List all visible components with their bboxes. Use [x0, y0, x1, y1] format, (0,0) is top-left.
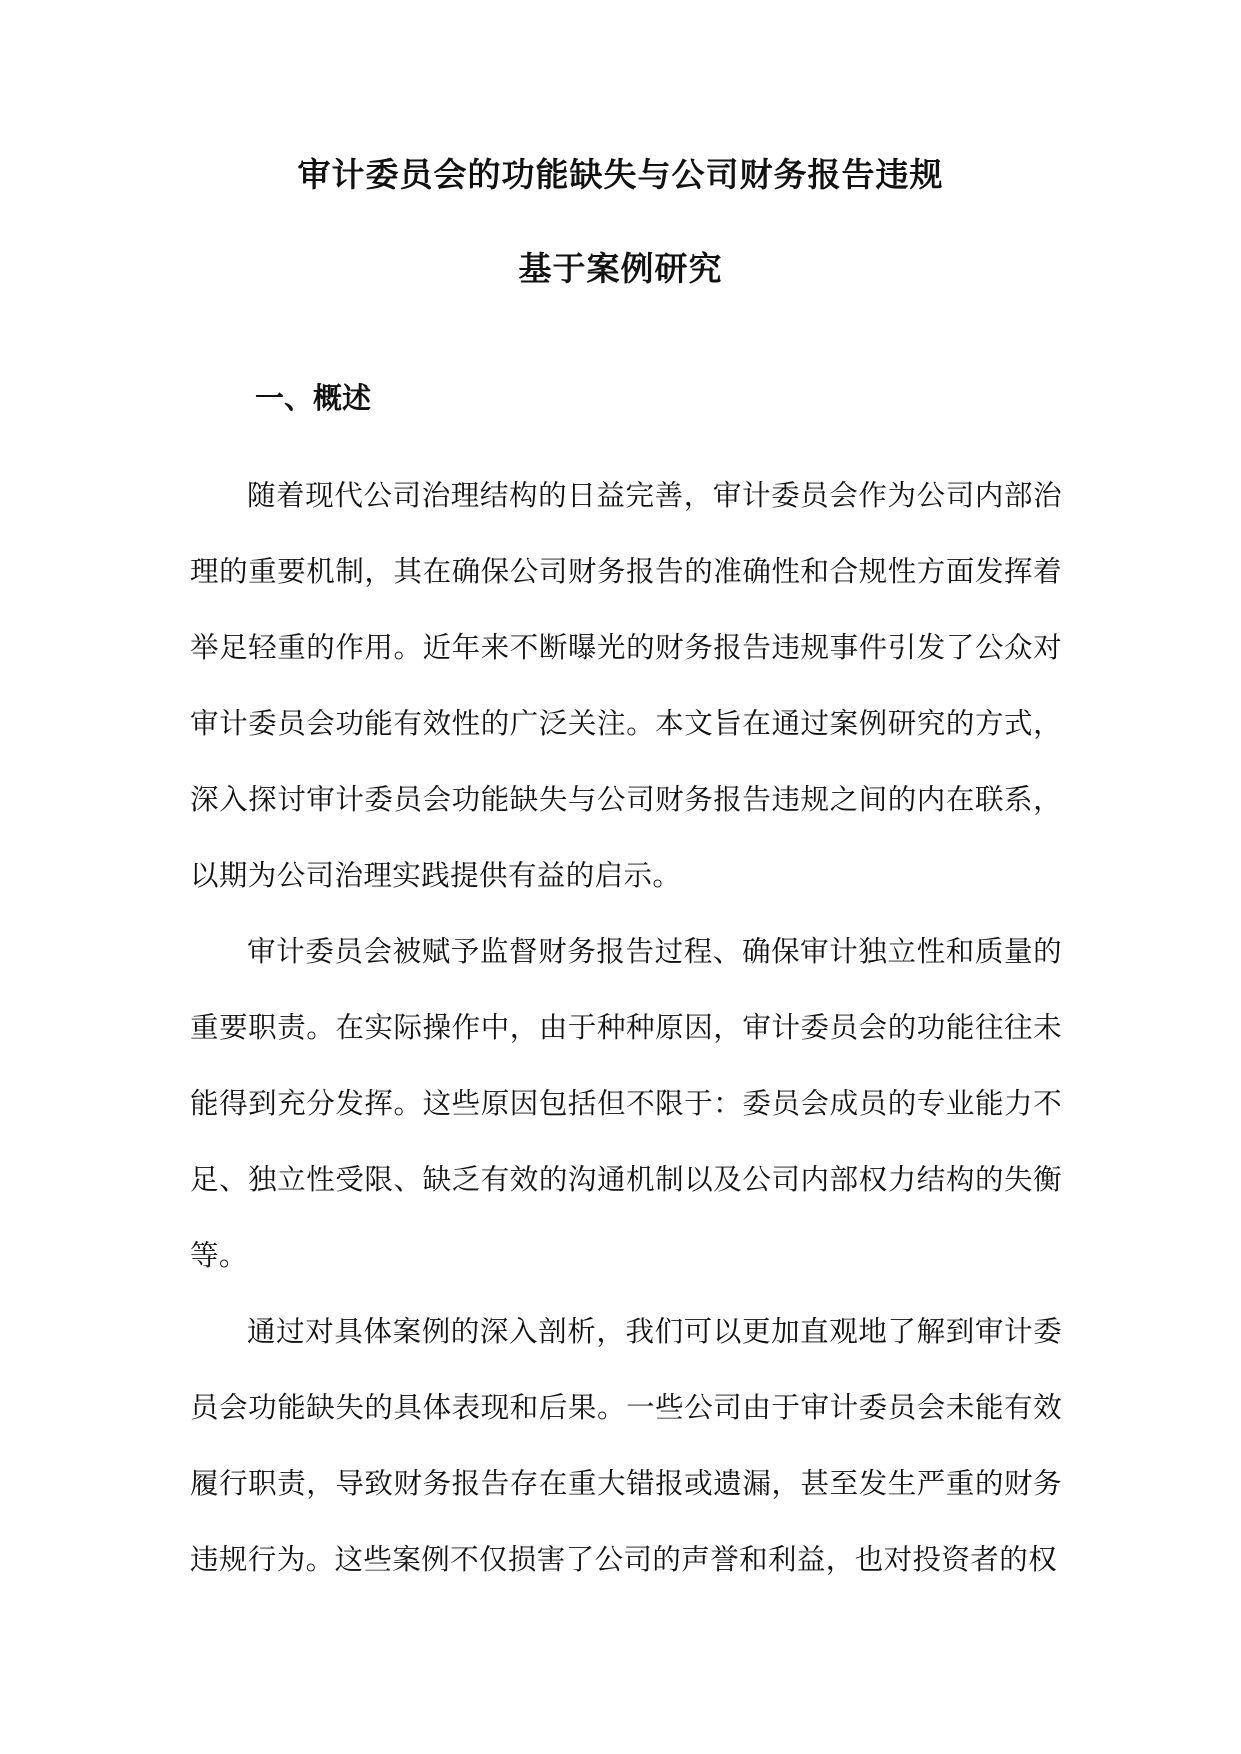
document-body	[190, 458, 1062, 1674]
paragraph: 随着现代公司治理结构的日益完善，审计委员会作为公司内部治理的重要机制，其在确保公司财务报告的准确性和合规性方面发挥着举足轻重的作用。近年来不断曝光的财务报告违规事件引发了公众对审计委员会功能有效性的广泛关注。本文旨在通过案例研究的方式，深入探讨审计委员会功能缺失与公司财务报告违规之间的内在联系，以期为公司治理实践提供有益的启示。	[190, 479, 1062, 892]
document-subtitle: 基于案例研究	[518, 249, 723, 288]
paragraph: 审计委员会被赋予监督财务报告过程、确保审计独立性和质量的重要职责。在实际操作中，由于种种原因，审计委员会的功能往往未能得到充分发挥。这些原因包括但不限于：委员会成员的专业能力不足、独立性受限、缺乏有效的沟通机制以及公司内部权力结构的失衡等。	[190, 935, 1062, 1272]
document-title: 审计委员会的功能缺失与公司财务报告违规	[297, 155, 944, 194]
paragraph: 通过对具体案例的深入剖析，我们可以更加直观地了解到审计委员会功能缺失的具体表现和后果。一些公司由于审计委员会未能有效履行职责，导致财务报告存在重大错报或遗漏，甚至发生严重的财务违规行为。这些案例不仅损害了公司的声誉和利益，也对投资者的权	[190, 1315, 1062, 1576]
section-heading: 一、概述	[255, 381, 372, 415]
